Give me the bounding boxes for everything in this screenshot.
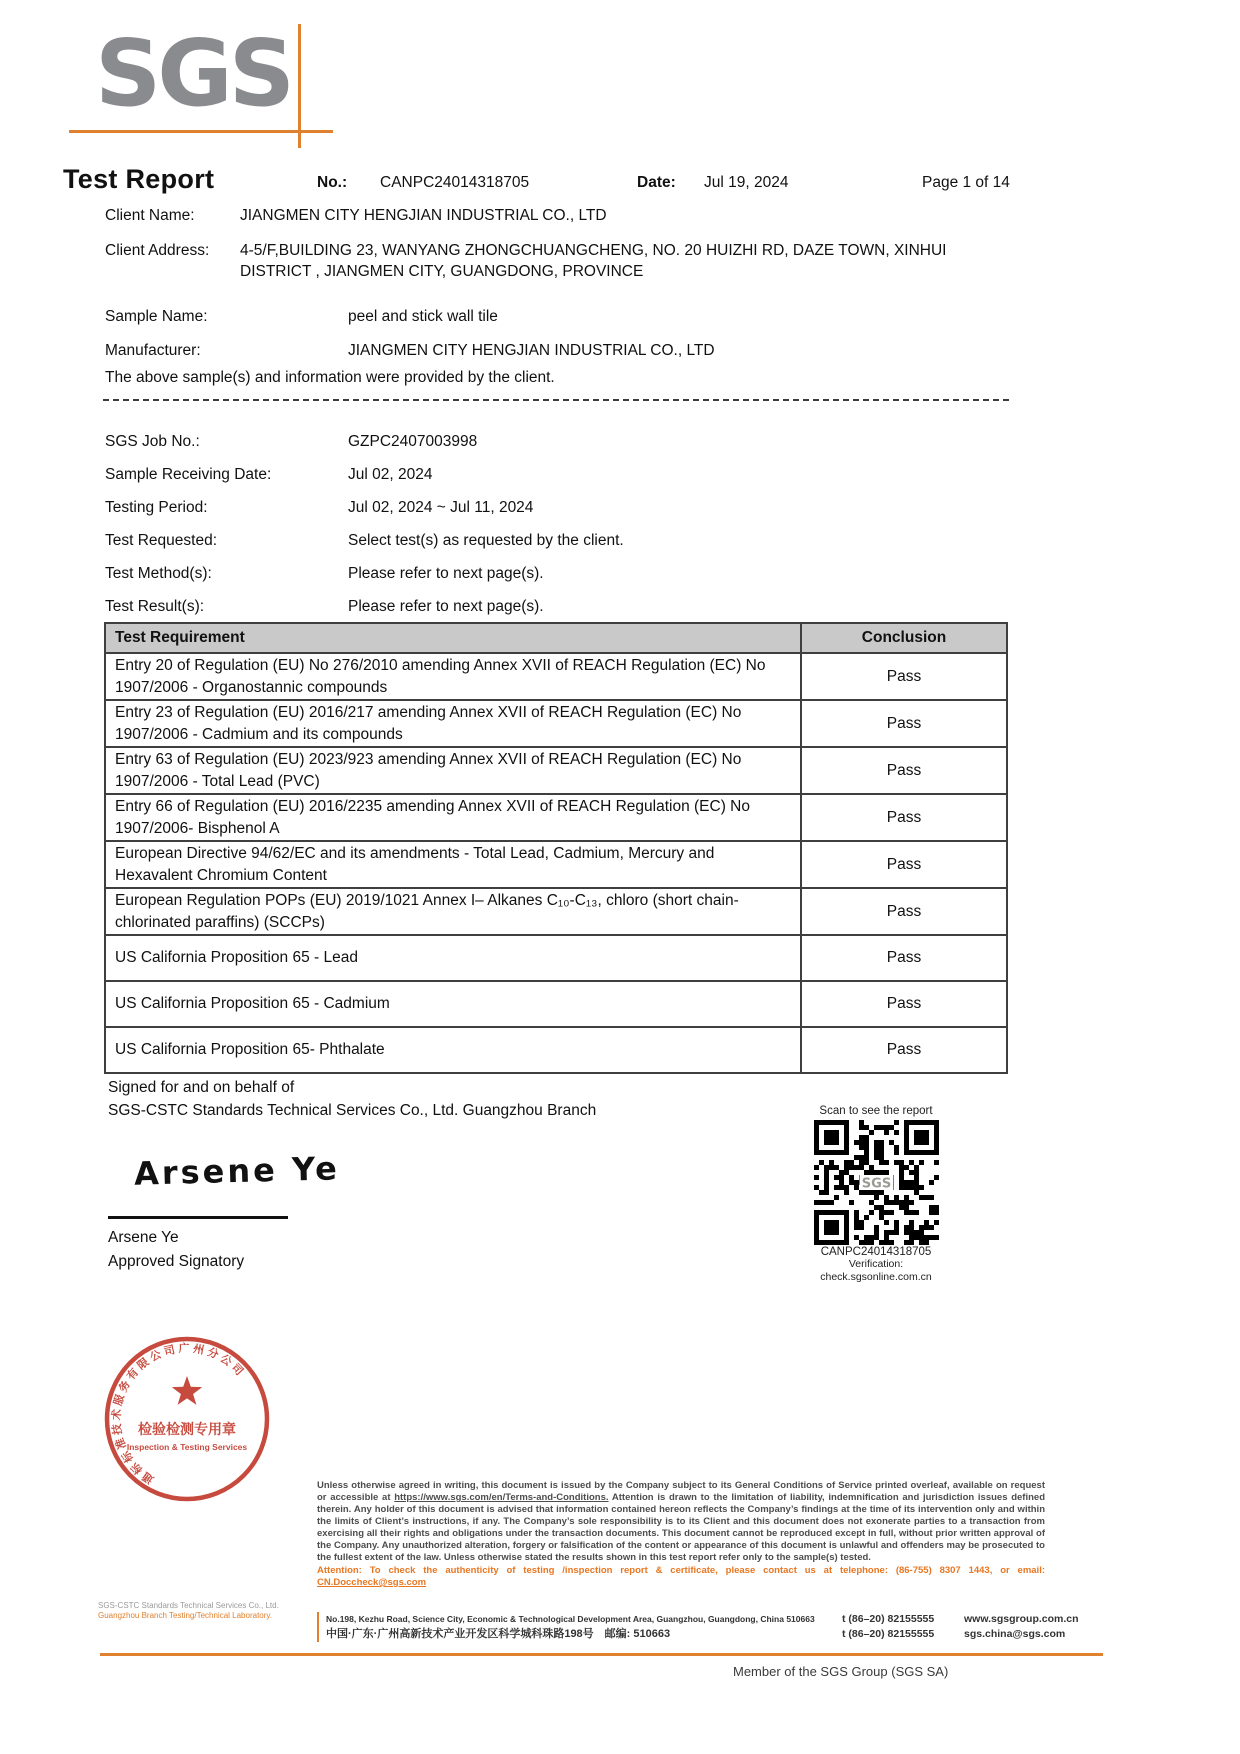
job-row [105, 563, 1010, 584]
table-row [105, 935, 1007, 981]
report-no-value: CANPC24014318705 [380, 174, 530, 191]
signature-script: Arsene Ye [133, 1149, 341, 1193]
stamp-inner-text-en: Inspection & Testing Services [126, 1442, 248, 1452]
table-row [105, 1027, 1007, 1073]
phone-number: t (86–20) 82155555 [842, 1613, 935, 1625]
client-name-label: Client Name: [105, 207, 195, 224]
qr-verification-label: Verification: [848, 1258, 904, 1270]
conclusion-cell: Pass [801, 981, 1007, 1027]
requirement-cell: Entry 20 of Regulation (EU) No 276/2010 amending Annex XVII of REACH Regulation (EC) No 1907/2006 - Organostannic compounds [105, 653, 801, 700]
footer-disclaimer [317, 1480, 1045, 1589]
report-no-label: No.: [317, 174, 348, 191]
job-row [105, 530, 1010, 551]
requirement-cell: US California Proposition 65 - Cadmium [105, 981, 801, 1027]
job-value: GZPC2407003998 [348, 433, 478, 450]
table-header-row [105, 623, 1007, 653]
terms-link[interactable]: https://www.sgs.com/en/Terms-and-Conditions. [394, 1492, 609, 1503]
job-value: Please refer to next page(s). [348, 598, 544, 615]
signed-for-line2: SGS-CSTC Standards Technical Services Co., Ltd. Guangzhou Branch [108, 1102, 597, 1119]
inspection-stamp-icon [98, 1330, 276, 1508]
disclaimer-text-pre: Unless otherwise agreed in writing, this document is issued by the Company subject to its General Conditions of Service printed overleaf, available on request or accessible at [317, 1480, 1045, 1503]
conclusion-cell: Pass [801, 888, 1007, 935]
footer-address-row-en [326, 1612, 1112, 1627]
conclusion-header: Conclusion [801, 623, 1007, 653]
sgs-logo-text: SGS [95, 20, 292, 127]
job-row [105, 431, 1010, 452]
job-label: Sample Receiving Date: [105, 466, 272, 483]
conclusion-cell: Pass [801, 841, 1007, 888]
requirement-cell: Entry 23 of Regulation (EU) 2016/217 amending Annex XVII of REACH Regulation (EC) No 1907/2006 - Cadmium and its compounds [105, 700, 801, 747]
email-link[interactable]: sgs.china@sgs.com [964, 1628, 1066, 1640]
footer-company-fragment [98, 1601, 313, 1621]
sgs-logo [95, 20, 292, 127]
qr-report-number: CANPC24014318705 [820, 1246, 932, 1258]
manufacturer-row [105, 340, 1005, 361]
job-value: Jul 02, 2024 [348, 466, 433, 483]
job-label: Test Method(s): [105, 565, 212, 582]
provided-note: The above sample(s) and information were provided by the client. [105, 369, 555, 386]
client-address-label: Client Address: [105, 242, 210, 259]
footer-address-block [317, 1612, 1112, 1642]
requirement-cell: European Regulation POPs (EU) 2019/1021 Annex I– Alkanes C₁₀-C₁₃, chloro (short chain-chlorinated paraffins) (SCCPs) [105, 888, 801, 935]
page-number: Page 1 of 14 [922, 174, 1010, 191]
qr-block [793, 1105, 959, 1284]
address-cn: 中国·广东·广州高新技术产业开发区科学城科珠路198号 邮编: 510663 [326, 1628, 671, 1640]
manufacturer-label: Manufacturer: [105, 342, 201, 359]
job-value: Select test(s) as requested by the client. [348, 532, 624, 549]
conclusion-cell: Pass [801, 935, 1007, 981]
requirement-cell: US California Proposition 65 - Lead [105, 935, 801, 981]
table-row [105, 888, 1007, 935]
table-row [105, 794, 1007, 841]
member-of-sgs-line: Member of the SGS Group (SGS SA) [733, 1664, 949, 1679]
signature-line [108, 1216, 288, 1219]
job-value: Please refer to next page(s). [348, 565, 544, 582]
qr-code-icon [814, 1120, 939, 1245]
disclaimer-text-post: Attention is drawn to the limitation of liability, indemnification and jurisdiction issues defined therein. Any holder of this document is advised that information contained hereon reflects the Company’s findings at the time of its intervention only and within the limits of Client’s instructions, if any. The Company’s sole responsibility is to its Client and this document does not exonerate parties to a transaction from exercising all their rights and obligations under the transaction documents. This document cannot be reproduced except in full, without prior written approval of the Company. Any unauthorized alteration, forgery or falsification of the content or appearance of this document is unlawful and offenders may be prosecuted to the fullest extent of the law. Unless otherwise stated the results shown in this test report refer only to the sample(s) tested. [317, 1492, 1045, 1563]
table-row [105, 981, 1007, 1027]
footer-address-row-cn [326, 1627, 1112, 1642]
client-name-value: JIANGMEN CITY HENGJIAN INDUSTRIAL CO., LTD [240, 207, 607, 224]
sample-name-row [105, 306, 1005, 327]
job-row [105, 596, 1010, 617]
conclusion-cell: Pass [801, 653, 1007, 700]
job-row [105, 497, 1010, 518]
job-label: Testing Period: [105, 499, 208, 516]
job-label: SGS Job No.: [105, 433, 200, 450]
svg-text:SGS: SGS [861, 1176, 891, 1192]
address-en: No.198, Kezhu Road, Science City, Economic & Technological Development Area, Guangzhou, Guangdong, China 510663 [326, 1614, 815, 1624]
sample-name-label: Sample Name: [105, 308, 208, 325]
footer-company-line1: SGS-CSTC Standards Technical Services Co., Ltd. [98, 1601, 279, 1610]
footer-attention [317, 1565, 1045, 1589]
signed-for-block [108, 1076, 596, 1122]
dashed-divider [103, 399, 1009, 401]
table-row [105, 653, 1007, 700]
table-row [105, 841, 1007, 888]
footer-orange-rule [100, 1653, 1103, 1656]
footer-company-line2: Guangzhou Branch Testing/Technical Laboratory. [98, 1611, 273, 1620]
conclusion-cell: Pass [801, 747, 1007, 794]
test-requirement-table [104, 622, 1008, 1074]
job-details [105, 431, 1010, 629]
stamp-ring-text: 通标标准技术服务有限公司广州分公司 [110, 1342, 248, 1486]
conclusion-cell: Pass [801, 794, 1007, 841]
report-date-label: Date: [637, 174, 676, 191]
website-link[interactable]: www.sgsgroup.com.cn [964, 1613, 1079, 1625]
requirement-cell: Entry 63 of Regulation (EU) 2023/923 amending Annex XVII of REACH Regulation (EC) No 1907/2006 - Total Lead (PVC) [105, 747, 801, 794]
conclusion-cell: Pass [801, 1027, 1007, 1073]
attention-text: Attention: To check the authenticity of testing /inspection report & certificate, please contact us at telephone: (86-755) 8307 1443, or email: [317, 1565, 1045, 1576]
job-label: Test Requested: [105, 532, 218, 549]
stamp-inner-text: 检验检测专用章 [138, 1421, 236, 1437]
requirement-cell: Entry 66 of Regulation (EU) 2016/2235 amending Annex XVII of REACH Regulation (EC) No 1907/2006- Bisphenol A [105, 794, 801, 841]
job-value: Jul 02, 2024 ~ Jul 11, 2024 [348, 499, 534, 516]
manufacturer-value: JIANGMEN CITY HENGJIAN INDUSTRIAL CO., LTD [348, 342, 715, 359]
client-address-row [105, 240, 1005, 282]
table-row [105, 747, 1007, 794]
qr-verification-url[interactable]: check.sgsonline.com.cn [820, 1271, 932, 1283]
client-address-value: 4-5/F,BUILDING 23, WANYANG ZHONGCHUANGCHENG, NO. 20 HUIZHI RD, DAZE TOWN, XINHUI DISTRICT , JIANGMEN CITY, GUANGDONG, PROVINCE [240, 242, 947, 280]
requirement-header: Test Requirement [105, 623, 801, 653]
requirement-cell: European Directive 94/62/EC and its amendments - Total Lead, Cadmium, Mercury and Hexavalent Chromium Content [105, 841, 801, 888]
page-title: Test Report [63, 164, 215, 194]
signatory-name: Arsene Ye [108, 1229, 179, 1246]
signed-for-line1: Signed for and on behalf of [108, 1079, 295, 1096]
job-row [105, 464, 1010, 485]
job-label: Test Result(s): [105, 598, 205, 615]
qr-scan-label: Scan to see the report [819, 1105, 933, 1117]
client-name-row [105, 205, 1005, 226]
doccheck-email-link[interactable]: CN.Doccheck@sgs.com [317, 1577, 427, 1588]
report-date-value: Jul 19, 2024 [704, 174, 789, 191]
sample-name-value: peel and stick wall tile [348, 308, 498, 325]
table-row [105, 700, 1007, 747]
logo-orange-horizontal-line [69, 130, 333, 133]
requirement-cell: US California Proposition 65- Phthalate [105, 1027, 801, 1073]
conclusion-cell: Pass [801, 700, 1007, 747]
signatory-role: Approved Signatory [108, 1253, 245, 1270]
phone-number: t (86–20) 82155555 [842, 1628, 935, 1640]
